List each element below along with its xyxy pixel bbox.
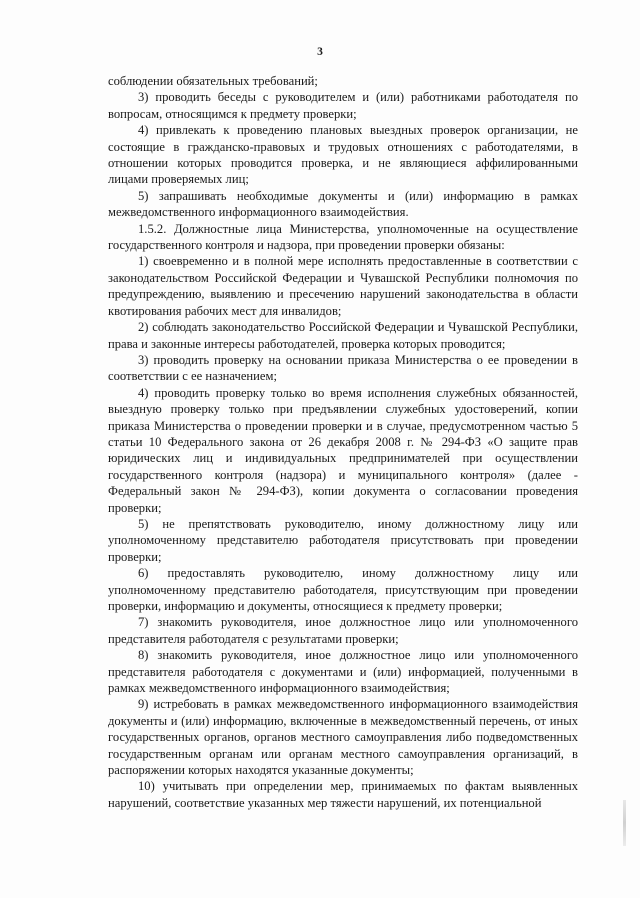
paragraph-duty-3: 3) проводить проверку на основании приказа Министерства о ее проведении в соответствии с ее назначением; [108,352,578,384]
paragraph-duty-7: 7) знакомить руководителя, иное должностное лицо или уполномоченного представителя работодателя с результатами проверки; [108,615,578,646]
paragraph-duty-9: 9) истребовать в рамках межведомственного информационного взаимодействия документы и (или) информацию, включенные в межведомственный перечень, от иных государственных органов, органов местного самоуправления либо подведомственных государственным органам или органам местного самоуправления организаций, в распоряжении которых находятся указанные документы; [108,697,578,778]
page-number: 3 [317,46,323,58]
paragraph-duty-4: 4) проводить проверку только во время исполнения служебных обязанностей, выездную проверку только при предъявлении служебных удостоверений, копии приказа Министерства о проведении проверки и в случае, предусмотренном частью 5 статьи 10 Федерального закона от 26 декабря 2008 г. № 294-ФЗ «О защите прав юридических лиц и индивидуальных предпринимателей при осуществлении государственного контроля (надзора) и муниципального контроля» (далее - Федеральный закон № 294-ФЗ), копии документа о согласовании проведения проверки; [108,385,578,515]
paragraph-item-5-request-documents: 5) запрашивать необходимые документы и (или) информацию в рамках межведомственного информационного взаимодействия. [108,188,578,220]
paragraph-duty-2: 2) соблюдать законодательство Российской Федерации и Чувашской Республики, права и законные интересы работодателей, проверка которых проводится; [108,320,578,351]
scan-edge-mark [623,800,626,846]
paragraph-duty-10: 10) учитывать при определении мер, принимаемых по фактам выявленных нарушений, соответствие указанных мер тяжести нарушений, их потенциальной [108,779,578,810]
paragraph-section-1-5-2: 1.5.2. Должностные лица Министерства, уполномоченные на осуществление государственного контроля и надзора, при проведении проверки обязаны: [108,221,578,253]
paragraph-duty-6: 6) предоставлять руководителю, иному должностному лицу или уполномоченному представителю работодателя, присутствующим при проведении проверки, информацию и документы, относящиеся к предмету проверки; [108,566,578,613]
paragraph-duty-8: 8) знакомить руководителя, иное должностное лицо или уполномоченного представителя работодателя с документами и (или) информацией, полученными в рамках межведомственного информационного взаимодействия; [108,648,578,696]
paragraph-item-4-organizations: 4) привлекать к проведению плановых выездных проверок организации, не состоящие в гражданско-правовых и трудовых отношениях с работодателями, в отношении которых проводится проверка, и не являющиеся аффилированными лицами проверяемых лиц; [108,123,578,187]
paragraph-duty-1: 1) своевременно и в полной мере исполнять предоставленные в соответствии с законодательством Российской Федерации и Чувашской Республики полномочия по предупреждению, выявлению и пресечению нарушений законодательства в области квотирования рабочих мест для инвалидов; [108,254,578,318]
paragraph-duty-5: 5) не препятствовать руководителю, иному должностному лицу или уполномоченному представителю работодателя присутствовать при проведении проверки; [108,516,578,564]
paragraph-item-3-talks: 3) проводить беседы с руководителем и (или) работниками работодателя по вопросам, относящимся к предмету проверки; [108,90,578,121]
document-body [108,73,578,811]
paragraph-continuation: соблюдении обязательных требований; [108,74,318,88]
